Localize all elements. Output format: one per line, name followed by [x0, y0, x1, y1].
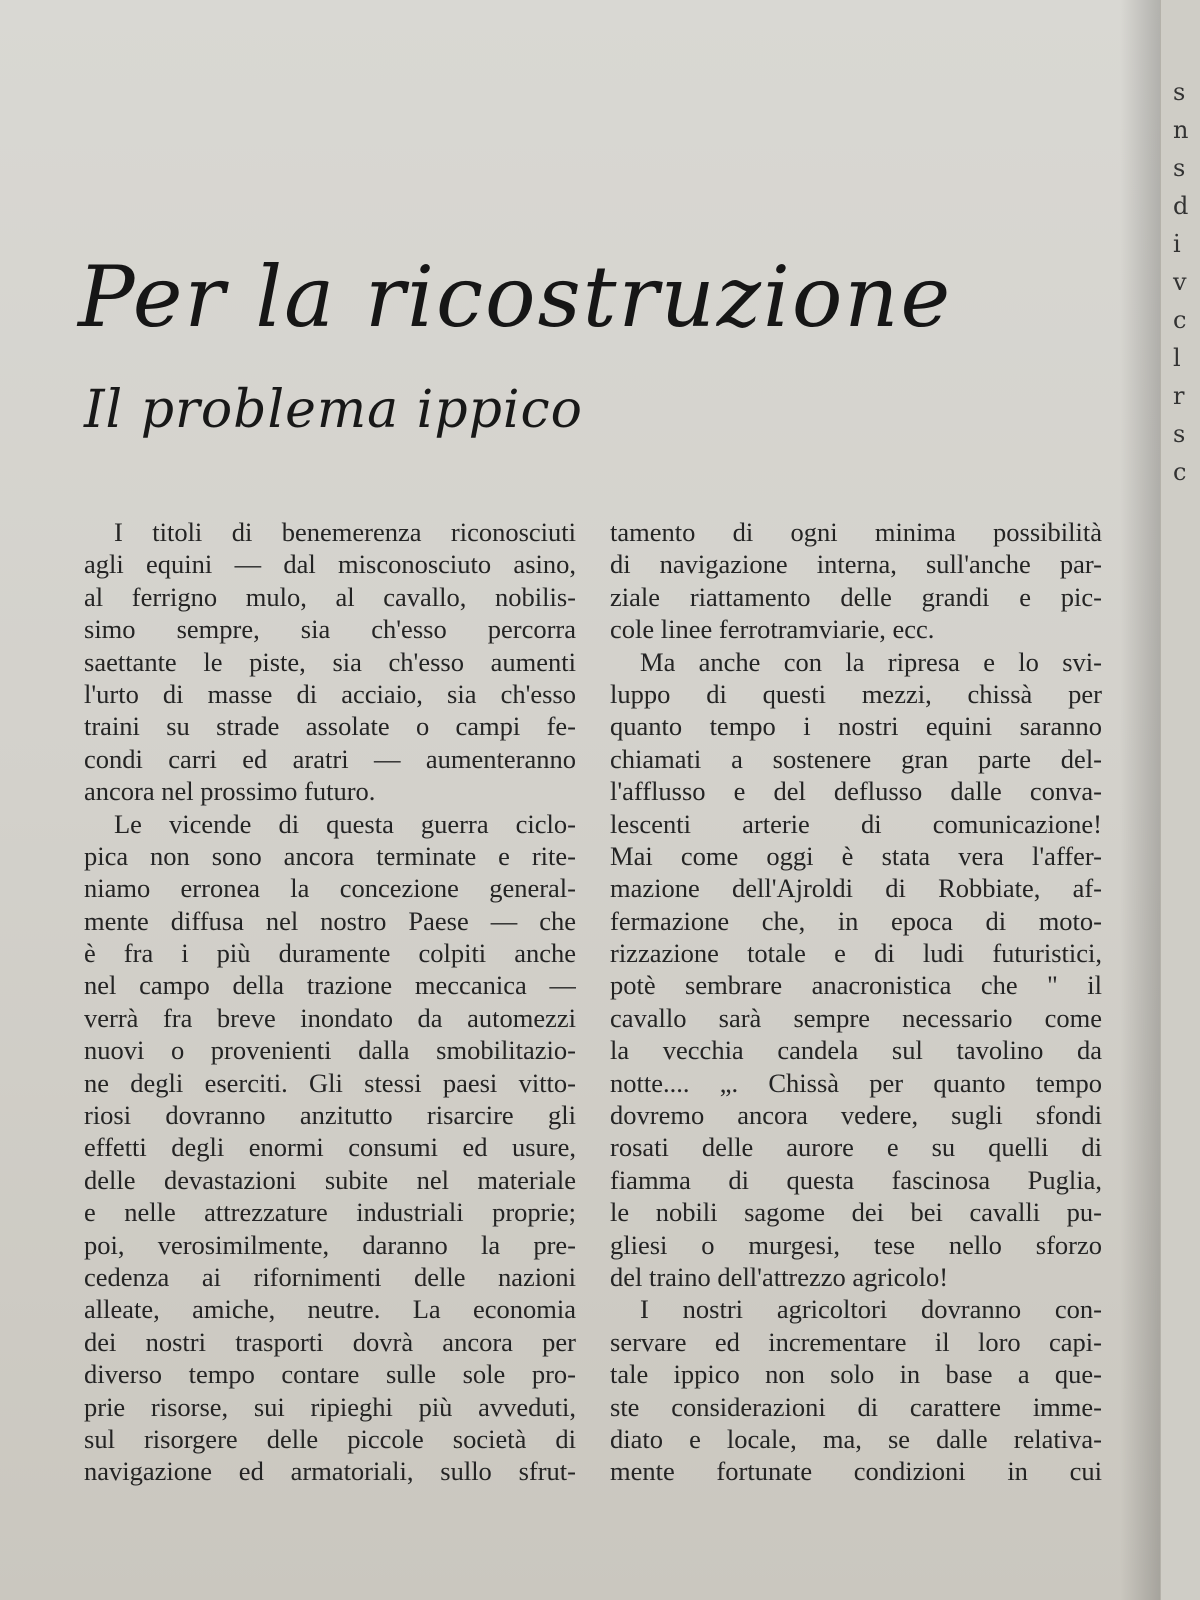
- adjacent-page-letter: n: [1173, 116, 1189, 144]
- text-column-right: [610, 516, 1102, 1488]
- text-line: le nobili sagome dei bei cavalli pu-: [610, 1197, 1102, 1228]
- text-line: Le vicende di questa guerra ciclo-: [114, 808, 576, 839]
- text-line: dovremo ancora vedere, sugli sfondi: [610, 1100, 1102, 1131]
- article-title: Per la ricostruzione: [78, 248, 953, 346]
- text-line: è fra i più duramente colpiti anche: [84, 938, 576, 969]
- text-line: traini su strade assolate o campi fe-: [84, 711, 576, 742]
- text-line: ste considerazioni di carattere imme-: [610, 1391, 1102, 1422]
- text-line: agli equini — dal misconosciuto asino,: [84, 549, 576, 580]
- text-line: delle devastazioni subite nel materiale: [84, 1164, 576, 1195]
- text-line: cavallo sarà sempre necessario come: [610, 1002, 1102, 1033]
- text-line: l'afflusso e del deflusso dalle conva-: [610, 776, 1102, 807]
- text-line: poi, verosimilmente, daranno la pre-: [84, 1229, 576, 1260]
- text-line: nel campo della trazione meccanica —: [84, 970, 576, 1001]
- text-line: I nostri agricoltori dovranno con-: [640, 1294, 1102, 1325]
- adjacent-page-letter: l: [1173, 344, 1181, 372]
- text-line: alleate, amiche, neutre. La economia: [84, 1294, 576, 1325]
- text-line: la vecchia candela sul tavolino da: [610, 1035, 1102, 1066]
- text-line: mazione dell'Ajroldi di Robbiate, af-: [610, 873, 1102, 904]
- adjacent-page-letter: s: [1173, 154, 1186, 182]
- text-line: chiamati a sostenere gran parte del-: [610, 743, 1102, 774]
- text-line: gliesi o murgesi, tese nello sforzo: [610, 1229, 1102, 1260]
- text-line: di navigazione interna, sull'anche par-: [610, 549, 1102, 580]
- adjacent-page-edge: [1160, 0, 1200, 1600]
- text-line: ne degli eserciti. Gli stessi paesi vitto-: [84, 1067, 576, 1098]
- text-line: potè sembrare anacronistica che " il: [610, 970, 1102, 1001]
- text-line: l'urto di masse di acciaio, sia ch'esso: [84, 678, 576, 709]
- adjacent-page-letter: c: [1173, 306, 1187, 334]
- text-line: verrà fra breve inondato da automezzi: [84, 1002, 576, 1033]
- text-line: saettante le piste, sia ch'esso aumenti: [84, 646, 576, 677]
- adjacent-page-letter: v: [1173, 268, 1187, 296]
- text-line: condi carri ed aratri — aumenteranno: [84, 743, 576, 774]
- text-line: tale ippico non solo in base a que-: [610, 1359, 1102, 1390]
- text-line: Mai come oggi è stata vera l'affer-: [610, 840, 1102, 871]
- text-line: simo sempre, sia ch'esso percorra: [84, 614, 576, 645]
- adjacent-page-letter: i: [1173, 230, 1181, 258]
- text-line: al ferrigno mulo, al cavallo, nobilis-: [84, 581, 576, 612]
- text-line: niamo erronea la concezione general-: [84, 873, 576, 904]
- text-line: pica non sono ancora terminate e rite-: [84, 840, 576, 871]
- text-line: mente diffusa nel nostro Paese — che: [84, 905, 576, 936]
- text-line: tamento di ogni minima possibilità: [610, 517, 1102, 547]
- text-line: luppo di questi mezzi, chissà per: [610, 678, 1102, 709]
- text-line: del traino dell'attrezzo agricolo!: [610, 1261, 949, 1292]
- text-line: I titoli di benemerenza riconosciuti: [114, 517, 576, 547]
- text-line: rosati delle aurore e su quelli di: [610, 1132, 1102, 1163]
- text-line: ziale riattamento delle grandi e pic-: [610, 581, 1102, 612]
- text-line: Ma anche con la ripresa e lo svi-: [640, 646, 1102, 677]
- text-column-left: [84, 516, 576, 1488]
- text-line: mente fortunate condizioni in cui: [610, 1456, 1102, 1487]
- text-line: effetti degli enormi consumi ed usure,: [84, 1132, 576, 1163]
- text-line: prie risorse, sui ripieghi più avveduti,: [84, 1391, 576, 1422]
- text-line: servare ed incrementare il loro capi-: [610, 1326, 1102, 1357]
- adjacent-page-letter: r: [1173, 382, 1185, 410]
- text-line: ancora nel prossimo futuro.: [84, 776, 376, 807]
- text-line: sul risorgere delle piccole società di: [84, 1423, 576, 1454]
- text-line: fermazione che, in epoca di moto-: [610, 905, 1102, 936]
- text-line: notte.... „. Chissà per quanto tempo: [610, 1067, 1102, 1098]
- text-line: riosi dovranno anzitutto risarcire gli: [84, 1100, 576, 1131]
- text-line: navigazione ed armatoriali, sullo sfrut-: [84, 1456, 576, 1487]
- text-line: e nelle attrezzature industriali proprie;: [84, 1197, 576, 1228]
- text-line: dei nostri trasporti dovrà ancora per: [84, 1326, 576, 1357]
- text-line: lescenti arterie di comunicazione!: [610, 808, 1102, 839]
- text-line: fiamma di questa fascinosa Puglia,: [610, 1164, 1102, 1195]
- text-line: diverso tempo contare sulle sole pro-: [84, 1359, 576, 1390]
- text-line: cole linee ferrotramviarie, ecc.: [610, 614, 935, 645]
- text-line: quanto tempo i nostri equini saranno: [610, 711, 1102, 742]
- text-line: cedenza ai rifornimenti delle nazioni: [84, 1261, 576, 1292]
- adjacent-page-letter: d: [1173, 192, 1189, 220]
- adjacent-page-letter: c: [1173, 458, 1187, 486]
- text-line: nuovi o provenienti dalla smobilitazio-: [84, 1035, 576, 1066]
- text-line: diato e locale, ma, se dalle relativa-: [610, 1423, 1102, 1454]
- adjacent-page-letter: s: [1173, 420, 1186, 448]
- spine-shadow: [1120, 0, 1160, 1600]
- adjacent-page-letter: s: [1173, 78, 1186, 106]
- article-subtitle: Il problema ippico: [84, 380, 583, 440]
- text-line: rizzazione totale e di ludi futuristici,: [610, 938, 1102, 969]
